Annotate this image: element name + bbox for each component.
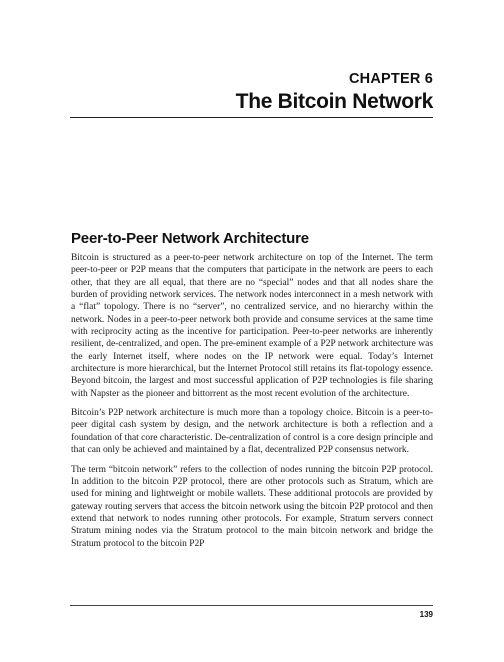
paragraph-2: Bitcoin’s P2P network architecture is much more than a topology choice. Bitcoin is a peer-to-peer digital cash system by design, and the network architecture is both a reflection and a foundation of that core characteristic. De-centralization of control is a core design principle and that can only be achieved and maintained by a flat, decentralized P2P consensus network. bbox=[71, 408, 433, 456]
body-text bbox=[71, 252, 433, 557]
footer-rule bbox=[70, 605, 433, 606]
chapter-title-rule bbox=[70, 117, 433, 118]
chapter-title: The Bitcoin Network bbox=[235, 90, 433, 113]
page-number: 139 bbox=[419, 610, 433, 619]
paragraph-3: The term “bitcoin network” refers to the collection of nodes running the bitcoin P2P protocol. In addition to the bitcoin P2P protocol, there are other protocols such as Stratum, which are used for mining and lightweight or mobile wallets. These additional protocols are provided by gateway routing servers that access the bitcoin network using the bitcoin P2P protocol and then extend that network to nodes running other protocols. For example, Stratum servers connect Stratum mining nodes via the Stratum protocol to the main bitcoin network and bridge the Stratum protocol to the bitcoin P2P bbox=[71, 464, 433, 549]
paragraph-1: Bitcoin is structured as a peer-to-peer network architecture on top of the Internet. The term peer-to-peer or P2P means that the computers that participate in the network are peers to each other, that they are all equal, that there are no “special” nodes and that all nodes share the burden of providing network services. The network nodes interconnect in a mesh network with a “flat” topology. There is no “server”, no centralized service, and no hierarchy within the network. Nodes in a peer-to-peer network both provide and consume services at the same time with reciprocity acting as the incentive for participation. Peer-to-peer networks are inherently resilient, de-centralized, and open. The pre-eminent example of a P2P network architecture was the early Internet itself, where nodes on the IP network were equal. Today’s Internet architecture is more hierarchical, but the Internet Protocol still retains its flat-topology essence. Beyond bitcoin, the largest and most successful application of P2P technologies is file sharing with Napster as the pioneer and bittorrent as the most recent evolution of the architecture. bbox=[71, 253, 433, 399]
section-heading: Peer-to-Peer Network Architecture bbox=[71, 230, 309, 247]
chapter-label: CHAPTER 6 bbox=[349, 71, 433, 87]
